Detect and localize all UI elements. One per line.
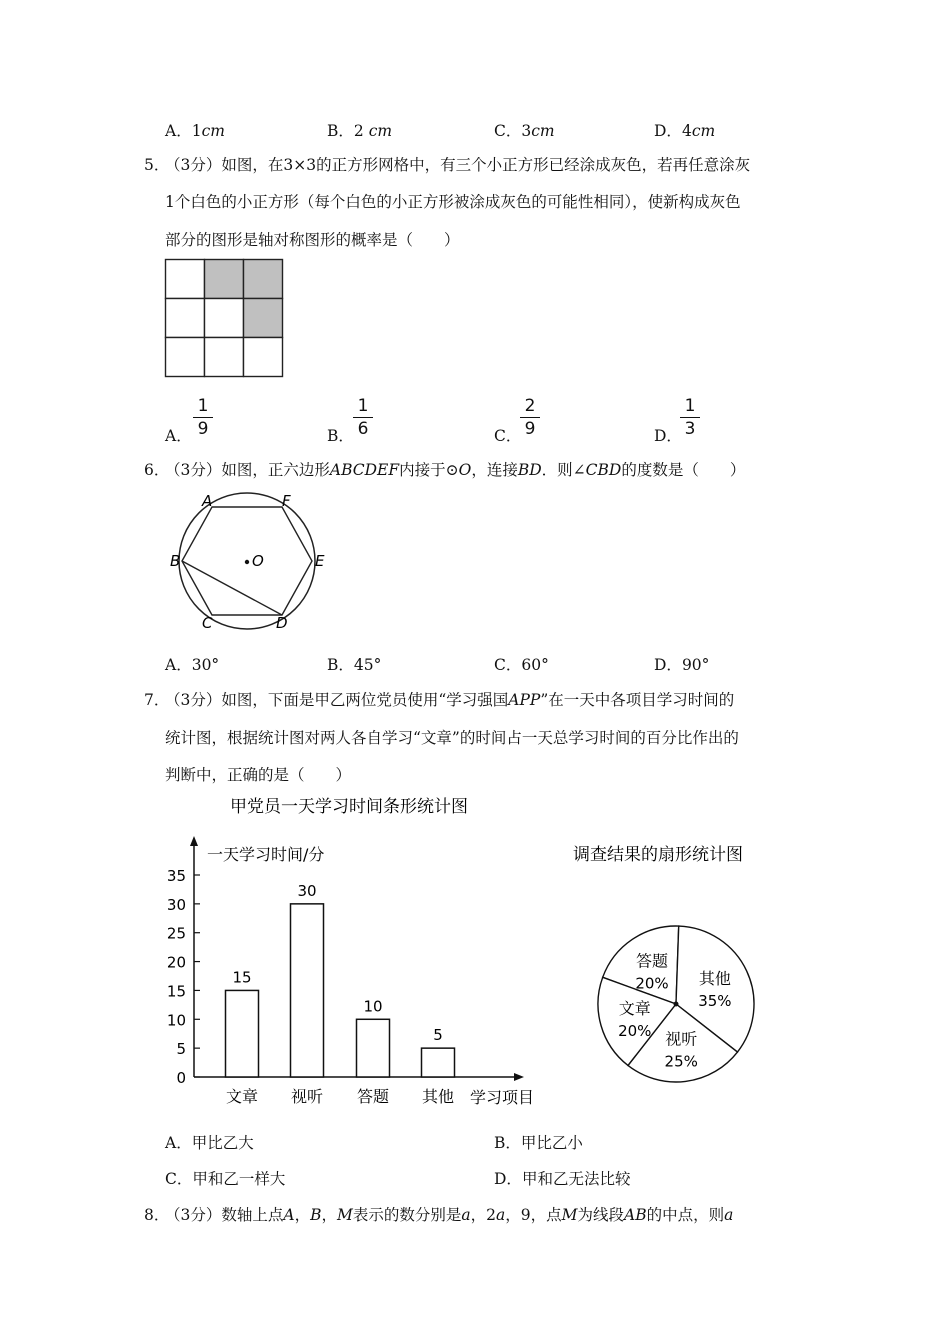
q5-grid-figure bbox=[164, 258, 284, 378]
grid-cell-r3-c3 bbox=[244, 338, 283, 377]
q7-line-2: 统计图，根据统计图对两人各自学习“文章”的时间占一天总学习时间的百分比作出的 bbox=[165, 729, 739, 747]
pie-slice-label: 答题 bbox=[636, 951, 669, 971]
q6-option-b: B．45° bbox=[327, 656, 382, 674]
q6-option-a: A．30° bbox=[165, 656, 220, 674]
q5-option-c: C． bbox=[494, 427, 522, 445]
grid-cell-r2-c2 bbox=[205, 299, 244, 338]
q6-option-c: C．60° bbox=[494, 656, 549, 674]
label-b: B bbox=[170, 552, 181, 570]
q4-option-d: D．4cm bbox=[654, 122, 716, 140]
q5-number: 5． bbox=[144, 156, 170, 174]
grid-cell-r3-c2 bbox=[205, 338, 244, 377]
bar-value-label: 15 bbox=[232, 968, 252, 987]
x-category-label: 其他 bbox=[421, 1087, 455, 1106]
bar-chart-title: 甲党员一天学习时间条形统计图 bbox=[230, 797, 468, 817]
grid-cell-r2-c1 bbox=[166, 299, 205, 338]
q5-line-3: 部分的图形是轴对称图形的概率是（ ） bbox=[165, 231, 460, 249]
y-tick-label: 5 bbox=[176, 1040, 186, 1059]
pie-slice-label: 视听 bbox=[665, 1029, 698, 1049]
q5-option-b: B． bbox=[327, 427, 354, 445]
q5-option-c-fraction: 2 9 bbox=[520, 396, 540, 439]
pie-slice-label: 文章 bbox=[618, 998, 651, 1018]
bar-chart-xlabel: 学习项目 bbox=[470, 1088, 535, 1107]
pie-slice-percent: 25% bbox=[664, 1052, 698, 1071]
q5-option-b-fraction: 1 6 bbox=[353, 396, 373, 439]
bar-2 bbox=[291, 904, 324, 1077]
grid-cell-r1-c2 bbox=[205, 260, 244, 299]
grid-cell-r2-c3 bbox=[244, 299, 283, 338]
q5-option-a: A． bbox=[165, 427, 192, 445]
pie-chart-title: 调查结果的扇形统计图 bbox=[573, 845, 743, 865]
q7-line-3: 判断中，正确的是（ ） bbox=[165, 766, 352, 784]
x-category-label: 视听 bbox=[290, 1087, 324, 1106]
label-e: E bbox=[315, 552, 325, 570]
q4-option-b: B．2 cm bbox=[327, 122, 393, 140]
q8-line: （3分）数轴上点A，B，M表示的数分别是a，2a，9，点M为线段AB的中点，则a bbox=[165, 1206, 734, 1224]
bar-1 bbox=[226, 990, 259, 1077]
grid-cell-r1-c3 bbox=[244, 260, 283, 299]
q8-number: 8． bbox=[144, 1206, 170, 1224]
bar-value-label: 5 bbox=[433, 1026, 443, 1045]
pie-slice-label: 其他 bbox=[698, 968, 731, 988]
y-tick-label: 35 bbox=[166, 867, 186, 885]
pie-slice-percent: 20% bbox=[618, 1021, 652, 1040]
q6-option-d: D．90° bbox=[654, 656, 710, 674]
y-tick-label: 25 bbox=[166, 924, 186, 943]
label-f: F bbox=[282, 492, 291, 510]
bar-value-label: 10 bbox=[363, 997, 383, 1016]
q4-option-a: A．1cm bbox=[165, 122, 225, 140]
q4-option-c: C．3cm bbox=[494, 122, 555, 140]
pie-chart bbox=[570, 835, 770, 1085]
x-category-label: 答题 bbox=[356, 1087, 390, 1106]
bar-4 bbox=[422, 1048, 455, 1077]
label-d: D bbox=[276, 614, 288, 632]
q7-option-b: B．甲比乙小 bbox=[494, 1134, 583, 1152]
y-tick-label: 20 bbox=[166, 953, 186, 972]
pie-slice-percent: 20% bbox=[635, 974, 669, 993]
q5-option-a-fraction: 1 9 bbox=[193, 396, 213, 439]
q7-option-a: A．甲比乙大 bbox=[165, 1134, 254, 1152]
q5-option-d: D． bbox=[654, 427, 682, 445]
label-c: C bbox=[202, 614, 213, 632]
label-o: O bbox=[252, 552, 264, 570]
pie-center-point bbox=[674, 1002, 679, 1007]
q7-line-1: （3分）如图，下面是甲乙两位党员使用“学习强国APP”在一天中各项目学习时间的 bbox=[165, 691, 735, 709]
q7-option-d: D．甲和乙无法比较 bbox=[494, 1170, 631, 1188]
y-tick-label: 10 bbox=[166, 1011, 186, 1030]
bar-chart bbox=[150, 790, 550, 1115]
y-axis-arrow-icon bbox=[190, 836, 198, 846]
q5-option-d-fraction: 1 3 bbox=[680, 396, 700, 439]
x-axis-arrow-icon bbox=[514, 1073, 524, 1081]
center-point-o bbox=[245, 560, 249, 564]
y-tick-label: 15 bbox=[166, 982, 186, 1001]
q6-line: （3分）如图，正六边形ABCDEF内接于⊙O，连接BD．则∠CBD的度数是（ ） bbox=[165, 461, 746, 479]
bar-3 bbox=[357, 1019, 390, 1077]
bar-value-label: 30 bbox=[297, 881, 317, 900]
q6-number: 6． bbox=[144, 461, 170, 479]
q5-line-2: 1个白色的小正方形（每个白色的小正方形被涂成灰色的可能性相同），使新构成灰色 bbox=[165, 193, 741, 211]
bar-chart-ylabel: 一天学习时间/分 bbox=[207, 845, 325, 864]
x-category-label: 文章 bbox=[225, 1087, 259, 1106]
pie-slice-percent: 35% bbox=[698, 991, 732, 1010]
grid-cell-r3-c1 bbox=[166, 338, 205, 377]
y-tick-label: 30 bbox=[166, 895, 186, 914]
q6-hexagon-figure bbox=[160, 488, 340, 633]
q7-option-c: C．甲和乙一样大 bbox=[165, 1170, 286, 1188]
q7-number: 7． bbox=[144, 691, 170, 709]
label-a: A bbox=[202, 492, 213, 510]
q5-line-1: （3分）如图，在3×3的正方形网格中，有三个小正方形已经涂成灰色，若再任意涂灰 bbox=[165, 156, 751, 174]
y-tick-label: 0 bbox=[176, 1069, 186, 1087]
grid-cell-r1-c1 bbox=[166, 260, 205, 299]
